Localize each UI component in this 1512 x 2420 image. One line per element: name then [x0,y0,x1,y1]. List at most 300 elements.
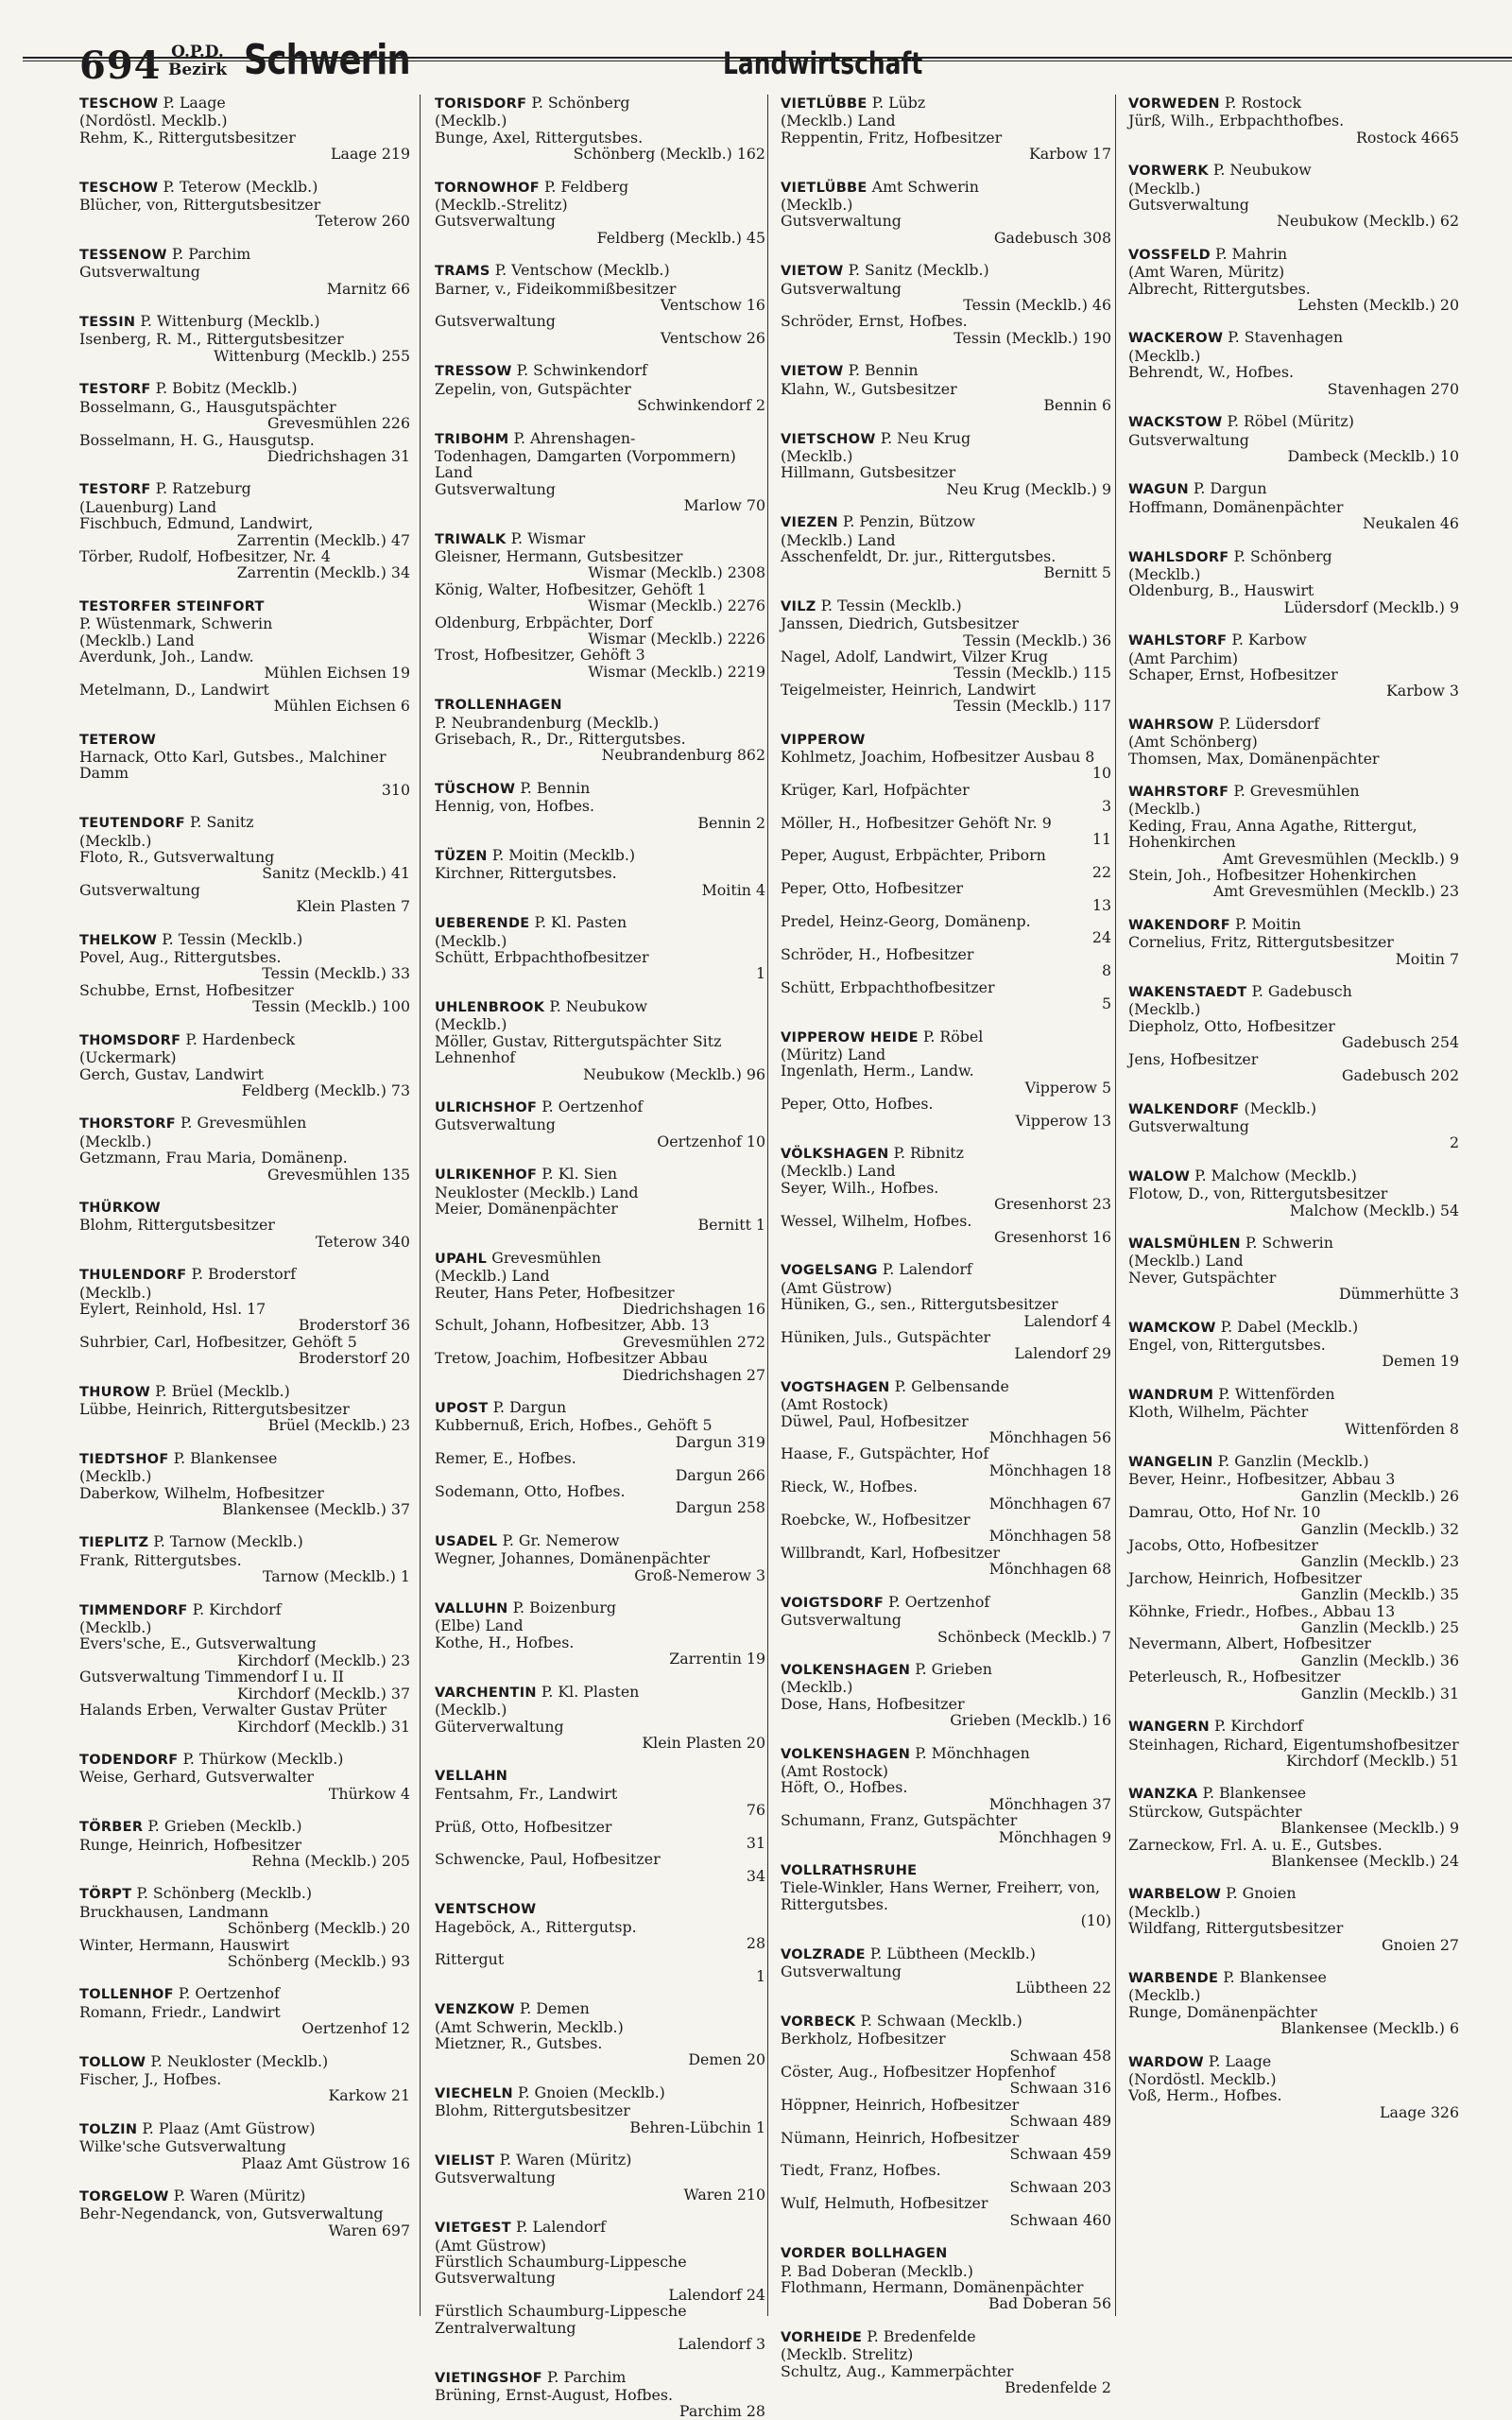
place-name: TÜZEN [435,849,488,865]
holder-record [79,1937,410,1970]
holder-name: Nümann, Heinrich, Hofbesitzer [781,2128,1020,2147]
phone-exchange: Mönchhagen 37 [988,1794,1111,1813]
post-office: P. Tarnow (Mecklb.) [153,1532,303,1551]
post-office: P. Waren (Müritz) [499,2151,632,2169]
place-name: THULENDORF [79,1268,187,1284]
phone-exchange: Laage 326 [1380,2102,1459,2121]
holder-record [1128,867,1459,900]
place-heading [435,95,765,130]
post-office: P. Boizenburg (Elbe) Land [435,1599,617,1635]
place-name: VOGTSHAGEN [781,1379,890,1395]
place-heading [781,95,1111,130]
phone-exchange: 310 [381,780,410,799]
place-heading [781,1745,1111,1780]
holder-name: Peper, August, Erbpächter, Priborn [781,846,1046,865]
directory-entry [435,1684,765,1752]
directory-entry [79,179,410,230]
directory-entry [1128,1100,1459,1151]
post-office: P. Lalendorf (Amt Güstrow) [435,2218,606,2255]
place-heading [1128,2053,1459,2088]
holder-record [1128,364,1459,397]
directory-entry [781,1261,1111,1361]
bezirk-label: Bezirk [168,60,228,79]
phone-exchange: Ganzlin (Mecklb.) 32 [1300,1519,1459,1538]
phone-exchange: Brüel (Mecklb.) 23 [267,1416,410,1435]
holder-name: Fentsahm, Fr., Landwirt [435,1784,618,1803]
place-heading [435,1098,765,1116]
place-heading [79,1115,410,1150]
holder-name: Behr-Negendanck, von, Gutsverwaltung [79,2204,384,2223]
directory-entry [435,696,765,764]
place-name: TIEPLITZ [79,1535,149,1551]
phone-exchange: Tessin (Mecklb.) 117 [954,697,1111,716]
place-heading [781,597,1111,615]
place-heading [1128,548,1459,583]
phone-exchange: Karkow 21 [328,2086,410,2105]
phone-exchange: Feldberg (Mecklb.) 45 [596,228,765,247]
place-heading [1128,95,1459,112]
holder-record [1128,2004,1459,2037]
directory-entry [781,430,1111,498]
holder-name: Wilke'sche Gutsverwaltung [79,2137,286,2156]
holder-record [435,798,765,831]
holder-record [781,782,1111,815]
place-name: VENZKOW [435,2002,515,2018]
post-office: P. Schönberg (Mecklb.) [1128,546,1332,583]
place-name: WAHLSTORF [1128,633,1228,649]
post-office: P. Bredenfelde (Mecklb. Strelitz) [781,2326,976,2364]
holder-name: Schwencke, Paul, Hofbesitzer [435,1850,661,1869]
holder-name: Krüger, Karl, Hofpächter [781,780,970,799]
holder-name: Schröder, Ernst, Hofbes. [781,312,968,331]
directory-entry [1128,548,1459,616]
post-office: P. Mahrin (Amt Waren, Müritz) [1128,244,1288,282]
phone-exchange: Gadebusch 308 [993,228,1111,247]
holder-name: Köhnke, Friedr., Hofbes., Abbau 13 [1128,1601,1396,1620]
place-heading [1128,631,1459,666]
place-heading [781,1261,1111,1296]
phone-exchange: Zarrentin (Mecklb.) 34 [236,563,410,582]
post-office: P. Lalendorf (Amt Güstrow) [781,1260,972,1297]
holder-record [1128,1603,1459,1636]
place-name: TESTORF [79,382,151,398]
place-heading [79,2053,410,2071]
holder-record [781,548,1111,581]
holder-record [1128,1337,1459,1370]
post-office: P. Oertzenhof [888,1592,990,1611]
post-office: P. Plaaz (Amt Güstrow) [142,2118,316,2137]
holder-name: Hageböck, A., Rittergutsp. [435,1917,637,1936]
holder-record [435,2169,765,2203]
place-name: VENTSCHOW [435,1902,537,1918]
directory-entry [435,2152,765,2203]
holder-name: Gutsverwaltung [1128,1116,1249,1135]
holder-record [435,1201,765,1234]
post-office: P. Schwerin (Mecklb.) Land [1128,1233,1333,1270]
place-heading [435,2000,765,2035]
holder-record [435,614,765,648]
holder-name: Bosselmann, H. G., Hausgutsp. [79,430,315,449]
holder-name: Hüniken, G., sen., Rittergutsbesitzer [781,1295,1058,1314]
holder-name: Peper, Otto, Hofbes. [781,1095,934,1114]
holder-name: Tiele-Winkler, Hans Werner, Freiherr, von, Rittergutsbes. [781,1878,1106,1913]
holder-name: Frank, Rittergutsbes. [79,1550,242,1569]
holder-name: Schubbe, Ernst, Hofbesitzer [79,980,294,999]
phone-exchange: Grevesmühlen 135 [267,1165,410,1184]
holder-record [781,2279,1111,2312]
holder-record [435,481,765,514]
holder-name: Kubbernuß, Erich, Hofbes., Gehöft 5 [435,1416,713,1435]
phone-exchange: Kirchdorf (Mecklb.) 51 [1285,1751,1459,1770]
directory-entry [79,1031,410,1099]
phone-exchange: Waren 697 [328,2221,410,2239]
holder-record [1128,432,1459,465]
phone-exchange: Diedrichshagen 16 [622,1299,765,1318]
place-heading [79,480,410,515]
phone-exchange: Tessin (Mecklb.) 33 [262,964,410,983]
place-name: TESTORF [79,482,151,498]
place-heading [79,1985,410,2003]
holder-name: Albrecht, Rittergutsbes. [1128,279,1311,298]
post-office: P. Grieben (Mecklb.) [147,1817,302,1836]
place-name: TRIBOHM [435,431,509,447]
place-name: VIETLÜBBE [781,96,868,112]
holder-record [435,1417,765,1450]
column-1 [79,95,410,2316]
place-name: VORBECK [781,2014,856,2030]
place-heading [1128,480,1459,498]
phone-exchange: 1 [755,1966,765,1985]
place-heading [435,179,765,214]
phone-exchange: Behren-Lübchin 1 [629,2118,765,2136]
directory-entry [1128,2053,1459,2121]
post-office: P. Broderstorf (Mecklb.) [79,1265,297,1302]
holder-record [1128,1270,1459,1303]
holder-record [1128,1668,1459,1702]
place-heading [781,1028,1111,1063]
holder-record [781,464,1111,497]
directory-entry [79,1885,410,1969]
phone-exchange: Ganzlin (Mecklb.) 25 [1300,1618,1459,1637]
directory-entry [781,1661,1111,1729]
post-office: P. Schwinkendorf [516,361,647,380]
post-office: P. Neubukow (Mecklb.) [1128,161,1312,198]
phone-exchange: Karbow 3 [1386,682,1459,700]
directory-entry [1128,1386,1459,1437]
place-heading [435,1532,765,1550]
directory-entry [1128,983,1459,1083]
place-name: TÖRBER [79,1820,144,1836]
place-name: VOLZRADE [781,1946,866,1962]
holder-record [79,548,410,581]
place-heading [435,914,765,949]
place-heading [1128,1785,1459,1803]
directory-entry [1128,246,1459,314]
directory-entry [781,1745,1111,1845]
place-heading [79,2187,410,2205]
section-title: Landwirtschaft [723,45,923,81]
place-name: VALLUHN [435,1601,508,1617]
holder-name: Schultz, Aug., Kammerpächter [781,2361,1014,2380]
directory-entry [435,1900,765,1984]
post-office: P. Bad Doberan (Mecklb.) [781,2261,973,2280]
holder-record [79,331,410,364]
holder-name: Höppner, Heinrich, Hofbesitzer [781,2095,1020,2114]
post-office: P. Kl. Sien Neukloster (Mecklb.) Land [435,1165,639,1201]
phone-exchange: Feldberg (Mecklb.) 73 [241,1080,410,1099]
post-office: P. Schönberg (Mecklb.) [136,1884,313,1903]
post-office: P. Röbel (Müritz) [1227,412,1354,431]
column-3 [781,94,1111,2396]
holder-record [781,749,1111,782]
holder-record [79,1837,410,1870]
directory-entry [79,380,410,464]
directory-entry [435,2219,765,2352]
place-heading [79,1885,410,1903]
holder-name: Gutsverwaltung [435,312,556,331]
phone-exchange: Blankensee (Mecklb.) 6 [1280,2019,1459,2038]
holder-name: Barner, v., Fideikommißbesitzer [435,279,677,298]
holder-name: Stürckow, Gutspächter [1128,1802,1302,1821]
post-office: P. Kl. Pasten (Mecklb.) [435,913,627,950]
holder-name: Oldenburg, Erbpächter, Dorf [435,613,653,631]
holder-record [1128,934,1459,967]
holder-record [435,381,765,414]
place-heading [1128,1167,1459,1185]
place-name: TRESSOW [435,364,512,380]
holder-record [781,847,1111,880]
phone-exchange: Neu Krug (Mecklb.) 9 [946,479,1111,498]
holder-record [1128,1504,1459,1537]
place-heading [435,696,765,731]
place-heading [435,1767,765,1785]
place-name: WAKENSTAEDT [1128,985,1247,1001]
directory-entry [79,2120,410,2171]
place-heading [79,313,410,331]
place-heading [79,1601,410,1636]
holder-name: Halands Erben, Verwalter Gustav Prüter [79,1701,387,1720]
place-name: VIEZEN [781,515,838,531]
phone-exchange: Lalendorf 4 [1023,1311,1111,1330]
phone-exchange: Schwaan 460 [1009,2210,1111,2229]
place-heading [1128,1718,1459,1736]
holder-name: Janssen, Diedrich, Gutsbesitzer [781,614,1019,633]
holder-name: Thomsen, Max, Domänenpächter [1128,749,1380,768]
post-office: P. Dabel (Mecklb.) [1220,1317,1359,1336]
place-name: TÖRPT [79,1887,132,1903]
place-heading [781,362,1111,380]
holder-name: Hoffmann, Domänenpächter [1128,497,1344,516]
directory-entry [1128,1453,1459,1702]
phone-exchange: Schönberg (Mecklb.) 20 [227,1919,410,1938]
post-office: P. Parchim [171,244,251,263]
place-name: WARBELOW [1128,1887,1222,1903]
place-heading [435,998,765,1033]
phone-exchange: Grevesmühlen 272 [623,1332,765,1351]
holder-name: Grisebach, R., Dr., Rittergutsbes. [435,730,686,748]
phone-exchange: Sanitz (Mecklb.) 41 [262,864,410,883]
holder-name: Stein, Joh., Hofbesitzer Hohenkirchen [1128,866,1417,885]
directory-entry [79,1601,410,1735]
holder-record [1128,751,1459,767]
directory-entry [781,1861,1111,1929]
phone-exchange: Gresenhorst 16 [994,1227,1111,1246]
holder-name: Rehm, K., Rittergutsbesitzer [79,128,296,147]
phone-exchange: Amt Grevesmühlen (Mecklb.) 9 [1222,849,1459,868]
holder-name: Gutsverwaltung Timmendorf I u. II [79,1668,344,1686]
directory-entry [435,262,765,346]
holder-name: Diepholz, Otto, Hofbesitzer [1128,1016,1335,1035]
holder-record [435,2035,765,2068]
directory-entry [781,1145,1111,1245]
directory-entry [781,597,1111,715]
holder-name: Reppentin, Fritz, Hofbesitzer [781,128,1003,147]
place-name: TOLLENHOF [79,1987,174,2003]
post-office: P. Tessin (Mecklb.) [162,929,303,948]
place-name: TODENDORF [79,1752,179,1768]
holder-record [781,213,1111,246]
place-name: VOSSFELD [1128,247,1211,263]
holder-record [781,2162,1111,2195]
directory-entry [79,1450,410,1518]
holder-name: Suhrbier, Carl, Hofbesitzer, Gehöft 5 [79,1332,357,1351]
place-name: VOLKENSHAGEN [781,1662,911,1678]
place-name: ULRICHSHOF [435,1099,538,1115]
holder-name: Kothe, H., Hofbes. [435,1633,575,1651]
post-office: P. Gnoien (Mecklb.) [518,2083,665,2101]
place-heading [79,95,410,130]
phone-exchange: Mönchhagen 9 [998,1827,1111,1846]
directory-entry [79,313,410,364]
holder-record [781,1545,1111,1578]
holder-name: Gutsverwaltung [79,263,200,282]
post-office: P. Kirchdorf [1213,1717,1303,1736]
place-heading [435,2369,765,2387]
phone-exchange: Rehna (Mecklb.) 205 [251,1851,410,1870]
holder-name: Höft, O., Hofbes. [781,1778,908,1797]
holder-name: Gutsverwaltung [79,880,200,899]
phone-exchange: Oertzenhof 10 [657,1132,765,1150]
holder-record [781,1063,1111,1096]
directory-entry [435,179,765,247]
directory-entry [79,1533,410,1584]
holder-record [1128,1471,1459,1504]
place-heading [781,1378,1111,1413]
holder-record [781,1478,1111,1512]
directory-entry [435,1098,765,1150]
directory-entry [435,2369,765,2420]
holder-name: Möller, H., Hofbesitzer Gehöft Nr. 9 [781,813,1052,832]
place-name: WALSMÜHLEN [1128,1236,1241,1252]
post-office: P. Parchim [547,2367,627,2386]
holder-name: Gutsverwaltung [435,1115,556,1134]
directory-entry [781,2328,1111,2396]
post-office: P. Röbel (Müritz) Land [781,1027,984,1063]
holder-record [781,1096,1111,1129]
directory-entry [1128,329,1459,397]
place-heading [781,513,1111,548]
place-name: VOGELSANG [781,1263,878,1279]
post-office: P. Sanitz (Mecklb.) [848,261,989,280]
holder-record [435,1719,765,1752]
holder-record [79,1066,410,1099]
post-office: P. Ganzlin (Mecklb.) [1217,1452,1369,1470]
post-office: P. Blankensee (Mecklb.) [79,1448,278,1486]
place-name: WAMCKOW [1128,1320,1216,1336]
directory-entry [1128,1167,1459,1219]
holder-record [79,1769,410,1802]
holder-name: Peper, Otto, Hofbesitzer [781,879,964,898]
directory-entry [79,1383,410,1434]
holder-name: Jens, Hofbesitzer [1128,1049,1259,1068]
holder-record [1128,1570,1459,1603]
post-office: P. Moitin [1235,914,1301,933]
place-name: WANGERN [1128,1720,1210,1736]
directory-entry [79,95,410,163]
phone-exchange: Dümmerhütte 3 [1338,1285,1459,1304]
holder-record [781,946,1111,979]
place-heading [79,931,410,949]
post-office: P. Wismar [510,528,586,547]
phone-exchange: 5 [1101,994,1111,1013]
phone-exchange: Bernitt 5 [1043,563,1111,582]
holder-name: Hillmann, Gutsbesitzer [781,463,956,482]
holder-name: Klahn, W., Gutsbesitzer [781,379,957,398]
post-office: P. Ventschow (Mecklb.) [494,261,670,280]
phone-exchange: Dargun 319 [675,1432,765,1451]
directory-entry [435,1767,765,1884]
holder-name: Sodemann, Otto, Hofbes. [435,1482,626,1501]
place-heading [435,847,765,865]
holder-name: Jarchow, Heinrich, Hofbesitzer [1128,1568,1362,1587]
place-name: WANZKA [1128,1787,1198,1803]
holder-record [79,432,410,465]
holder-name: Isenberg, R. M., Rittergutsbesitzer [79,330,344,349]
holder-record [781,381,1111,414]
directory-entry [79,1751,410,1802]
holder-record [79,949,410,982]
holder-record [781,1329,1111,1362]
place-name: VIETINGSHOF [435,2370,542,2386]
holder-name: Never, Gutspächter [1128,1268,1277,1287]
phone-exchange: Gadebusch 202 [1341,1066,1459,1085]
holder-record [79,1668,410,1702]
place-heading [79,380,410,398]
place-name: VOIGTSDORF [781,1595,885,1611]
place-heading [79,1031,410,1066]
holder-record [1128,1920,1459,1953]
holder-name: Bosselmann, G., Hausgutspächter [79,397,336,416]
directory-entry [781,262,1111,346]
holder-record [781,1296,1111,1329]
holder-record [781,913,1111,946]
phone-exchange: Mönchhagen 18 [988,1461,1111,1479]
phone-exchange: Schwaan 489 [1009,2112,1111,2131]
phone-exchange: Schwaan 458 [1009,2046,1111,2065]
phone-exchange: Bernitt 1 [697,1216,765,1235]
holder-name: Gutsverwaltung [781,279,902,298]
directory-entry [781,1378,1111,1578]
holder-name: Damrau, Otto, Hof Nr. 10 [1128,1503,1321,1522]
holder-record [435,1450,765,1483]
phone-exchange: Tarnow (Mecklb.) 1 [262,1567,410,1586]
holder-record [781,281,1111,314]
holder-record [781,1213,1111,1246]
holder-record [781,2064,1111,2097]
place-name: WARDOW [1128,2054,1204,2070]
phone-exchange: Gresenhorst 23 [994,1195,1111,1214]
holder-record [79,399,410,432]
